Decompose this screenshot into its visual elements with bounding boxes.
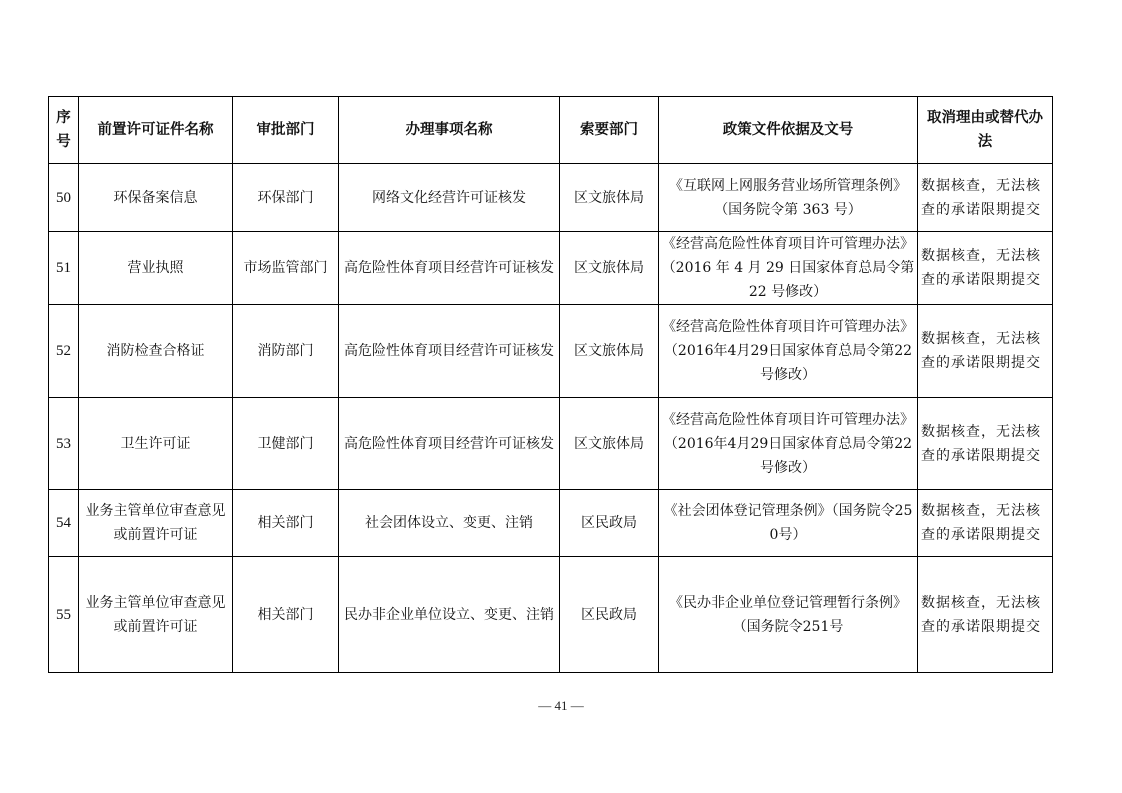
row-item: 网络文化经营许可证核发 — [339, 164, 560, 232]
row-request: 区民政局 — [560, 557, 659, 673]
table-row — [49, 557, 1053, 673]
row-dept: 相关部门 — [233, 490, 339, 557]
row-item: 社会团体设立、变更、注销 — [339, 490, 560, 557]
table-row — [49, 305, 1053, 398]
header-request: 索要部门 — [560, 97, 659, 164]
row-license: 业务主管单位审查意见或前置许可证 — [79, 490, 233, 557]
row-policy: 《社会团体登记管理条例》（国务院令250号） — [659, 490, 918, 557]
header-reason: 取消理由或替代办法 — [918, 97, 1053, 164]
row-seq: 54 — [49, 490, 79, 557]
row-item: 高危险性体育项目经营许可证核发 — [339, 305, 560, 398]
header-policy: 政策文件依据及文号 — [659, 97, 918, 164]
row-seq: 51 — [49, 232, 79, 305]
row-reason: 数据核查，无法核查的承诺限期提交 — [918, 398, 1053, 490]
row-policy: 《经营高危险性体育项目许可管理办法》（2016年4月29日国家体育总局令第22号修改） — [659, 305, 918, 398]
row-policy: 《互联网上网服务营业场所管理条例》（国务院令第 363 号） — [659, 164, 918, 232]
row-item: 高危险性体育项目经营许可证核发 — [339, 232, 560, 305]
row-item: 民办非企业单位设立、变更、注销 — [339, 557, 560, 673]
row-request: 区文旅体局 — [560, 305, 659, 398]
row-reason: 数据核查，无法核查的承诺限期提交 — [918, 164, 1053, 232]
row-dept: 环保部门 — [233, 164, 339, 232]
header-seq: 序号 — [49, 97, 79, 164]
header-item: 办理事项名称 — [339, 97, 560, 164]
table-row — [49, 164, 1053, 232]
row-dept: 市场监管部门 — [233, 232, 339, 305]
row-license: 卫生许可证 — [79, 398, 233, 490]
page-number: — 41 — — [538, 698, 584, 713]
row-request: 区民政局 — [560, 490, 659, 557]
row-reason: 数据核查，无法核查的承诺限期提交 — [918, 232, 1053, 305]
table-row — [49, 398, 1053, 490]
row-dept: 卫健部门 — [233, 398, 339, 490]
row-reason: 数据核查，无法核查的承诺限期提交 — [918, 305, 1053, 398]
row-policy: 《民办非企业单位登记管理暂行条例》（国务院令251号 — [659, 557, 918, 673]
row-seq: 50 — [49, 164, 79, 232]
row-request: 区文旅体局 — [560, 164, 659, 232]
row-license: 环保备案信息 — [79, 164, 233, 232]
permit-table — [48, 96, 1053, 673]
row-license: 营业执照 — [79, 232, 233, 305]
row-request: 区文旅体局 — [560, 398, 659, 490]
row-dept: 相关部门 — [233, 557, 339, 673]
row-policy: 《经营高危险性体育项目许可管理办法》（2016年4月29日国家体育总局令第22号修改） — [659, 398, 918, 490]
table-row — [49, 490, 1053, 557]
row-reason: 数据核查，无法核查的承诺限期提交 — [918, 490, 1053, 557]
row-policy: 《经营高危险性体育项目许可管理办法》（2016 年 4 月 29 日国家体育总局令第 22 号修改） — [659, 232, 918, 305]
header-license: 前置许可证件名称 — [79, 97, 233, 164]
row-item: 高危险性体育项目经营许可证核发 — [339, 398, 560, 490]
table-row — [49, 232, 1053, 305]
row-license: 消防检查合格证 — [79, 305, 233, 398]
row-request: 区文旅体局 — [560, 232, 659, 305]
row-seq: 55 — [49, 557, 79, 673]
row-reason: 数据核查，无法核查的承诺限期提交 — [918, 557, 1053, 673]
row-license: 业务主管单位审查意见或前置许可证 — [79, 557, 233, 673]
header-dept: 审批部门 — [233, 97, 339, 164]
row-seq: 53 — [49, 398, 79, 490]
table-header-row — [49, 97, 1053, 164]
row-seq: 52 — [49, 305, 79, 398]
row-dept: 消防部门 — [233, 305, 339, 398]
